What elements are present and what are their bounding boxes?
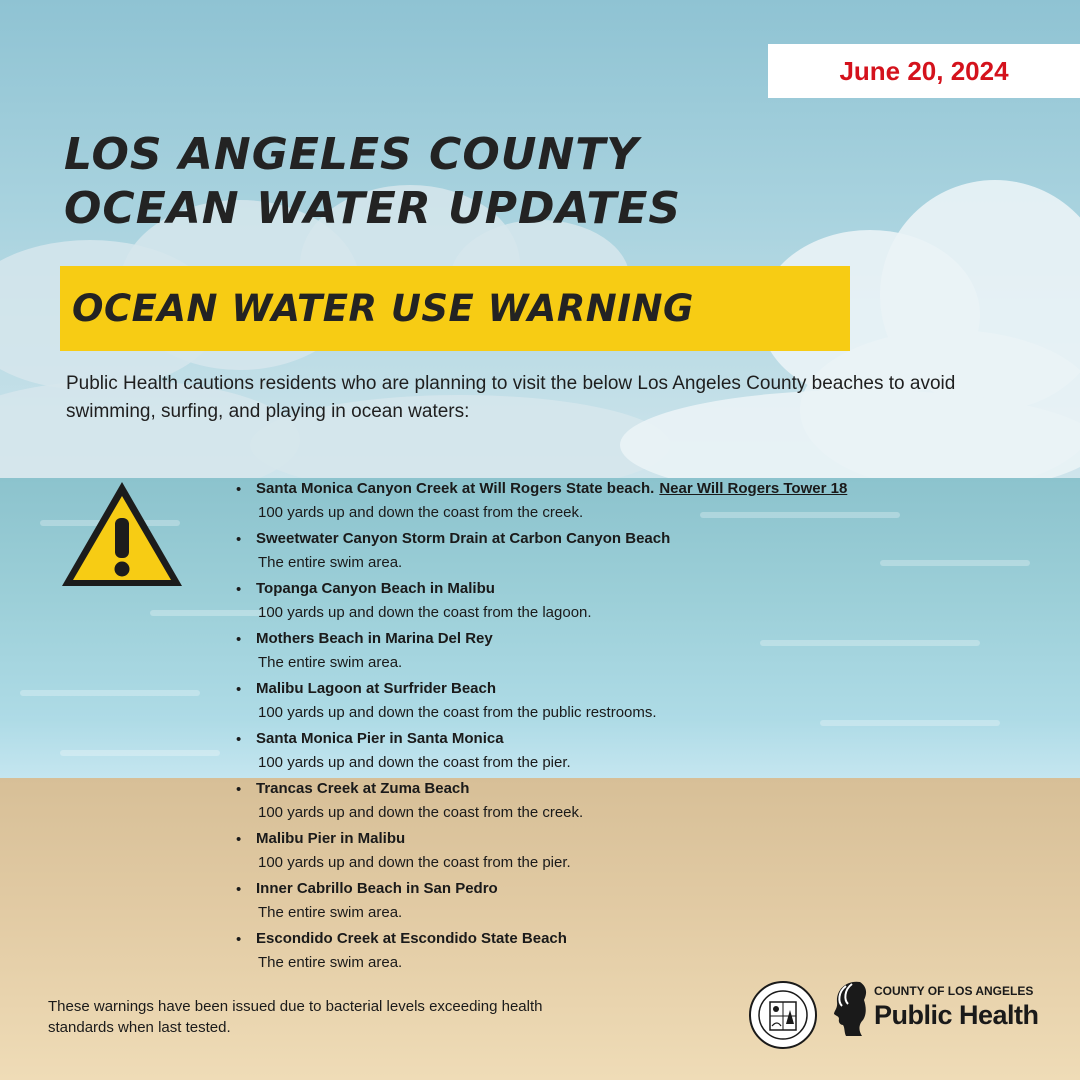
beach-list-item	[236, 528, 976, 578]
beach-detail: The entire swim area.	[258, 654, 403, 671]
beach-detail: The entire swim area.	[258, 954, 403, 971]
wave	[20, 690, 200, 696]
public-health-logo-bottom-text: Public Health	[874, 1000, 1039, 1030]
beach-detail: 100 yards up and down the coast from the creek.	[258, 504, 584, 521]
warning-banner-text: OCEAN WATER USE WARNING	[72, 287, 694, 330]
beach-name: Escondido Creek at Escondido State Beach	[256, 930, 567, 947]
bullet: •	[236, 481, 242, 498]
beach-name: Santa Monica Pier in Santa Monica	[256, 730, 504, 747]
bullet: •	[236, 531, 242, 548]
beach-name: Malibu Pier in Malibu	[256, 830, 406, 847]
beach-name: Inner Cabrillo Beach in San Pedro	[256, 880, 498, 897]
beach-name: Topanga Canyon Beach in Malibu	[256, 580, 495, 597]
beach-list-item	[236, 778, 976, 828]
beach-detail: 100 yards up and down the coast from the creek.	[258, 804, 584, 821]
bullet: •	[236, 681, 242, 698]
page-title	[64, 128, 864, 236]
footnote: These warnings have been issued due to bacterial levels exceeding health standards when last tested.	[48, 998, 543, 1036]
date-badge	[768, 44, 1080, 98]
beach-list-item	[236, 678, 976, 728]
beach-list-item	[236, 728, 976, 778]
beach-name: Trancas Creek at Zuma Beach	[256, 780, 470, 797]
intro-text: Public Health cautions residents who are planning to visit the below Los Angeles County beaches to avoid swimming, surfing, and playing in ocean waters:	[66, 373, 956, 422]
beach-list-item	[236, 628, 976, 678]
date-text: June 20, 2024	[839, 56, 1009, 86]
beach-name: Malibu Lagoon at Surfrider Beach	[256, 680, 497, 697]
beach-detail: The entire swim area.	[258, 904, 403, 921]
bullet: •	[236, 881, 242, 898]
beach-list-item	[236, 828, 976, 878]
beach-list-item	[236, 878, 976, 928]
public-health-logo	[830, 976, 1050, 1038]
bullet: •	[236, 631, 242, 648]
beach-name	[256, 478, 847, 500]
warning-icon	[58, 478, 186, 590]
bullet: •	[236, 831, 242, 848]
beach-list-item	[236, 478, 976, 528]
beach-detail: The entire swim area.	[258, 554, 403, 571]
title-line-2: OCEAN WATER UPDATES	[64, 183, 682, 234]
bullet: •	[236, 781, 242, 798]
beach-list-item	[236, 578, 976, 628]
beach-detail: 100 yards up and down the coast from the lagoon.	[258, 604, 592, 621]
beach-list	[236, 478, 976, 978]
beach-location-link[interactable]: Near Will Rogers Tower 18	[659, 480, 848, 497]
bullet: •	[236, 581, 242, 598]
beach-detail: 100 yards up and down the coast from the public restrooms.	[258, 704, 657, 721]
bullet: •	[236, 731, 242, 748]
beach-name: Mothers Beach in Marina Del Rey	[256, 630, 493, 647]
beach-name-text: Santa Monica Canyon Creek at Will Rogers State beach.	[256, 480, 655, 497]
beach-name: Sweetwater Canyon Storm Drain at Carbon Canyon Beach	[256, 530, 671, 547]
county-seal-icon	[748, 980, 818, 1050]
bullet: •	[236, 931, 242, 948]
beach-detail: 100 yards up and down the coast from the pier.	[258, 854, 571, 871]
title-line-1: LOS ANGELES COUNTY	[64, 129, 640, 180]
beach-list-item	[236, 928, 976, 978]
wave	[60, 750, 220, 756]
beach-detail: 100 yards up and down the coast from the pier.	[258, 754, 571, 771]
warning-banner	[60, 266, 850, 351]
public-health-logo-top-text: COUNTY OF LOS ANGELES	[874, 984, 1034, 998]
public-health-logo-icon	[830, 978, 868, 1038]
